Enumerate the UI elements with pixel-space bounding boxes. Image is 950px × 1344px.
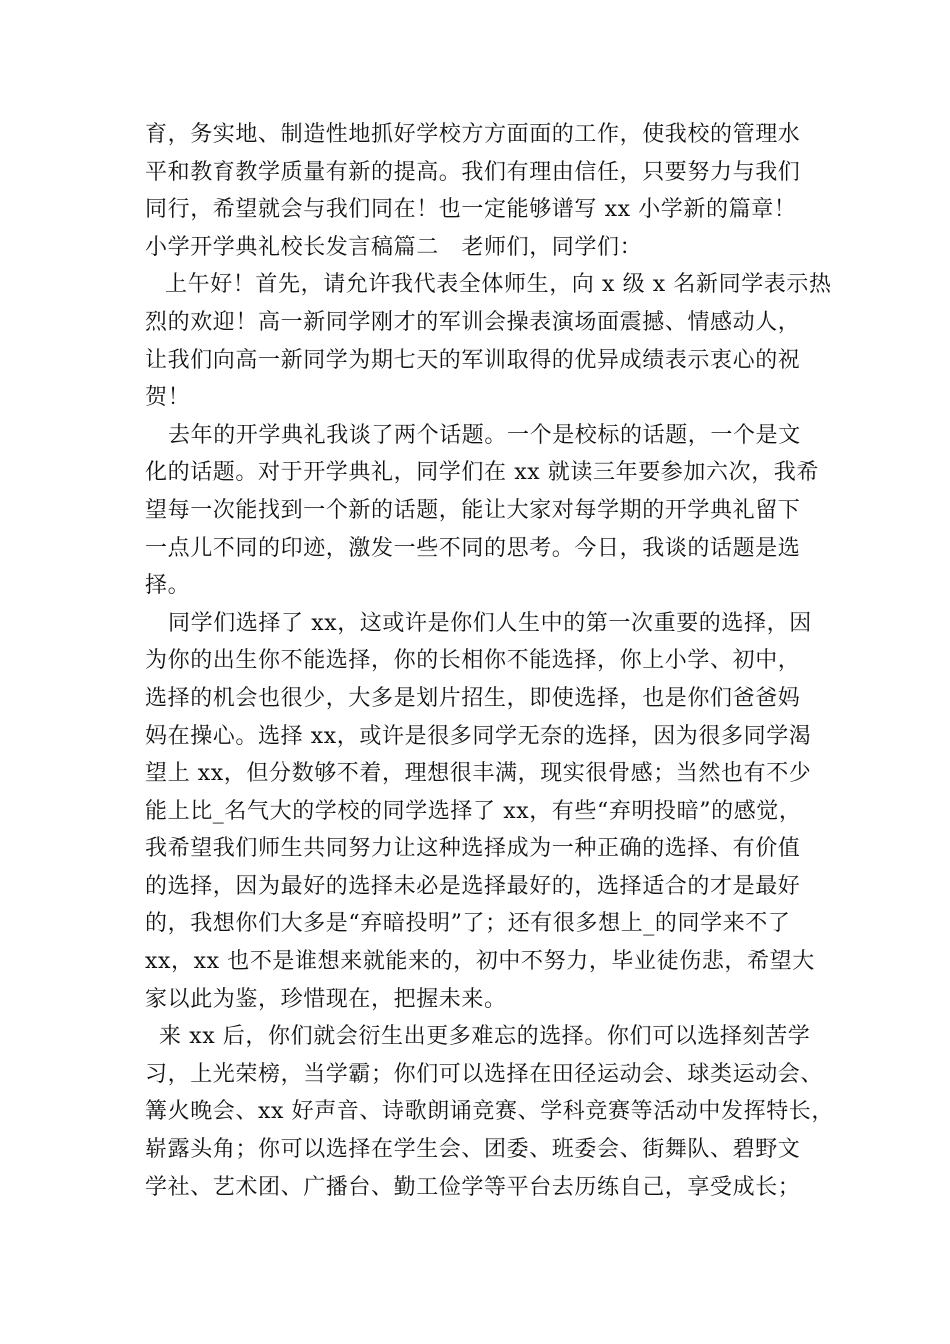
text-line: 的选择，因为最好的选择未必是选择最好的，选择适合的才是最好 [145, 873, 801, 899]
text-line: 学社、艺术团、广播台、勤工俭学等平台去历练自己，享受成长； [145, 1174, 801, 1200]
text-line: 育，务实地、制造性地抓好学校方方面面的工作，使我校的管理水 [145, 122, 801, 147]
section-heading-line: 小学开学典礼校长发言稿篇二 老师们，同学们： [145, 234, 643, 260]
text-line: 去年的开学典礼我谈了两个话题。一个是校标的话题，一个是文 [168, 422, 801, 448]
text-line: 化的话题。对于开学典礼，同学们在 xx 就读三年要参加六次，我希 [145, 460, 820, 486]
text-line: 篝火晚会、xx 好声音、诗歌朗诵竞赛、学科竞赛等活动中发挥特长， [145, 1099, 835, 1125]
text-line: 择。 [145, 573, 191, 599]
text-line: 的，我想你们大多是“弃暗投明”了；还有很多想上_的同学来不了 [145, 911, 791, 937]
text-line: xx，xx 也不是谁想来就能来的，初中不努力，毕业徒伤悲，希望大 [145, 949, 815, 975]
text-line: 习，上光荣榜，当学霸；你们可以选择在田径运动会、球类运动会、 [145, 1061, 824, 1087]
text-line: 让我们向高一新同学为期七天的军训取得的优异成绩表示衷心的祝 [145, 347, 801, 373]
text-line: 同行，希望就会与我们同在！也一定能够谱写 xx 小学新的篇章！ [145, 197, 797, 223]
text-line: 为你的出生你不能选择，你的长相你不能选择，你上小学、初中， [145, 648, 801, 674]
text-line: 一点儿不同的印迹，激发一些不同的思考。今日，我谈的话题是选 [145, 535, 801, 561]
text-line: 烈的欢迎！高一新同学刚才的军训会操表演场面震撼、情感动人， [145, 309, 801, 335]
text-line: 上午好！首先，请允许我代表全体师生，向 x 级 x 名新同学表示热 [165, 272, 832, 298]
text-line: 能上比_名气大的学校的同学选择了 xx，有些“弃明投暗”的感觉， [145, 798, 802, 824]
text-line: 望上 xx，但分数够不着，理想很丰满，现实很骨感；当然也有不少 [145, 761, 812, 787]
text-line: 妈在操心。选择 xx，或许是很多同学无奈的选择，因为很多同学渴 [145, 723, 812, 749]
text-line: 崭露头角；你可以选择在学生会、团委、班委会、街舞队、碧野文 [145, 1137, 801, 1163]
document-body [145, 116, 835, 1206]
text-line: 同学们选择了 xx，这或许是你们人生中的第一次重要的选择，因 [168, 610, 812, 636]
text-line: 我希望我们师生共同努力让这种选择成为一种正确的选择、有价值 [145, 836, 801, 862]
text-line: 望每一次能找到一个新的话题，能让大家对每学期的开学典礼留下 [145, 497, 801, 523]
text-line: 贺！ [145, 385, 191, 411]
text-line: 来 xx 后，你们就会衍生出更多难忘的选择。你们可以选择刻苦学 [159, 1024, 811, 1050]
text-line: 平和教育教学质量有新的提高。我们有理由信任，只要努力与我们 [145, 159, 801, 185]
text-line: 选择的机会也很少，大多是划片招生，即使选择，也是你们爸爸妈 [145, 685, 801, 711]
text-line: 家以此为鉴，珍惜现在，把握未来。 [145, 986, 507, 1012]
